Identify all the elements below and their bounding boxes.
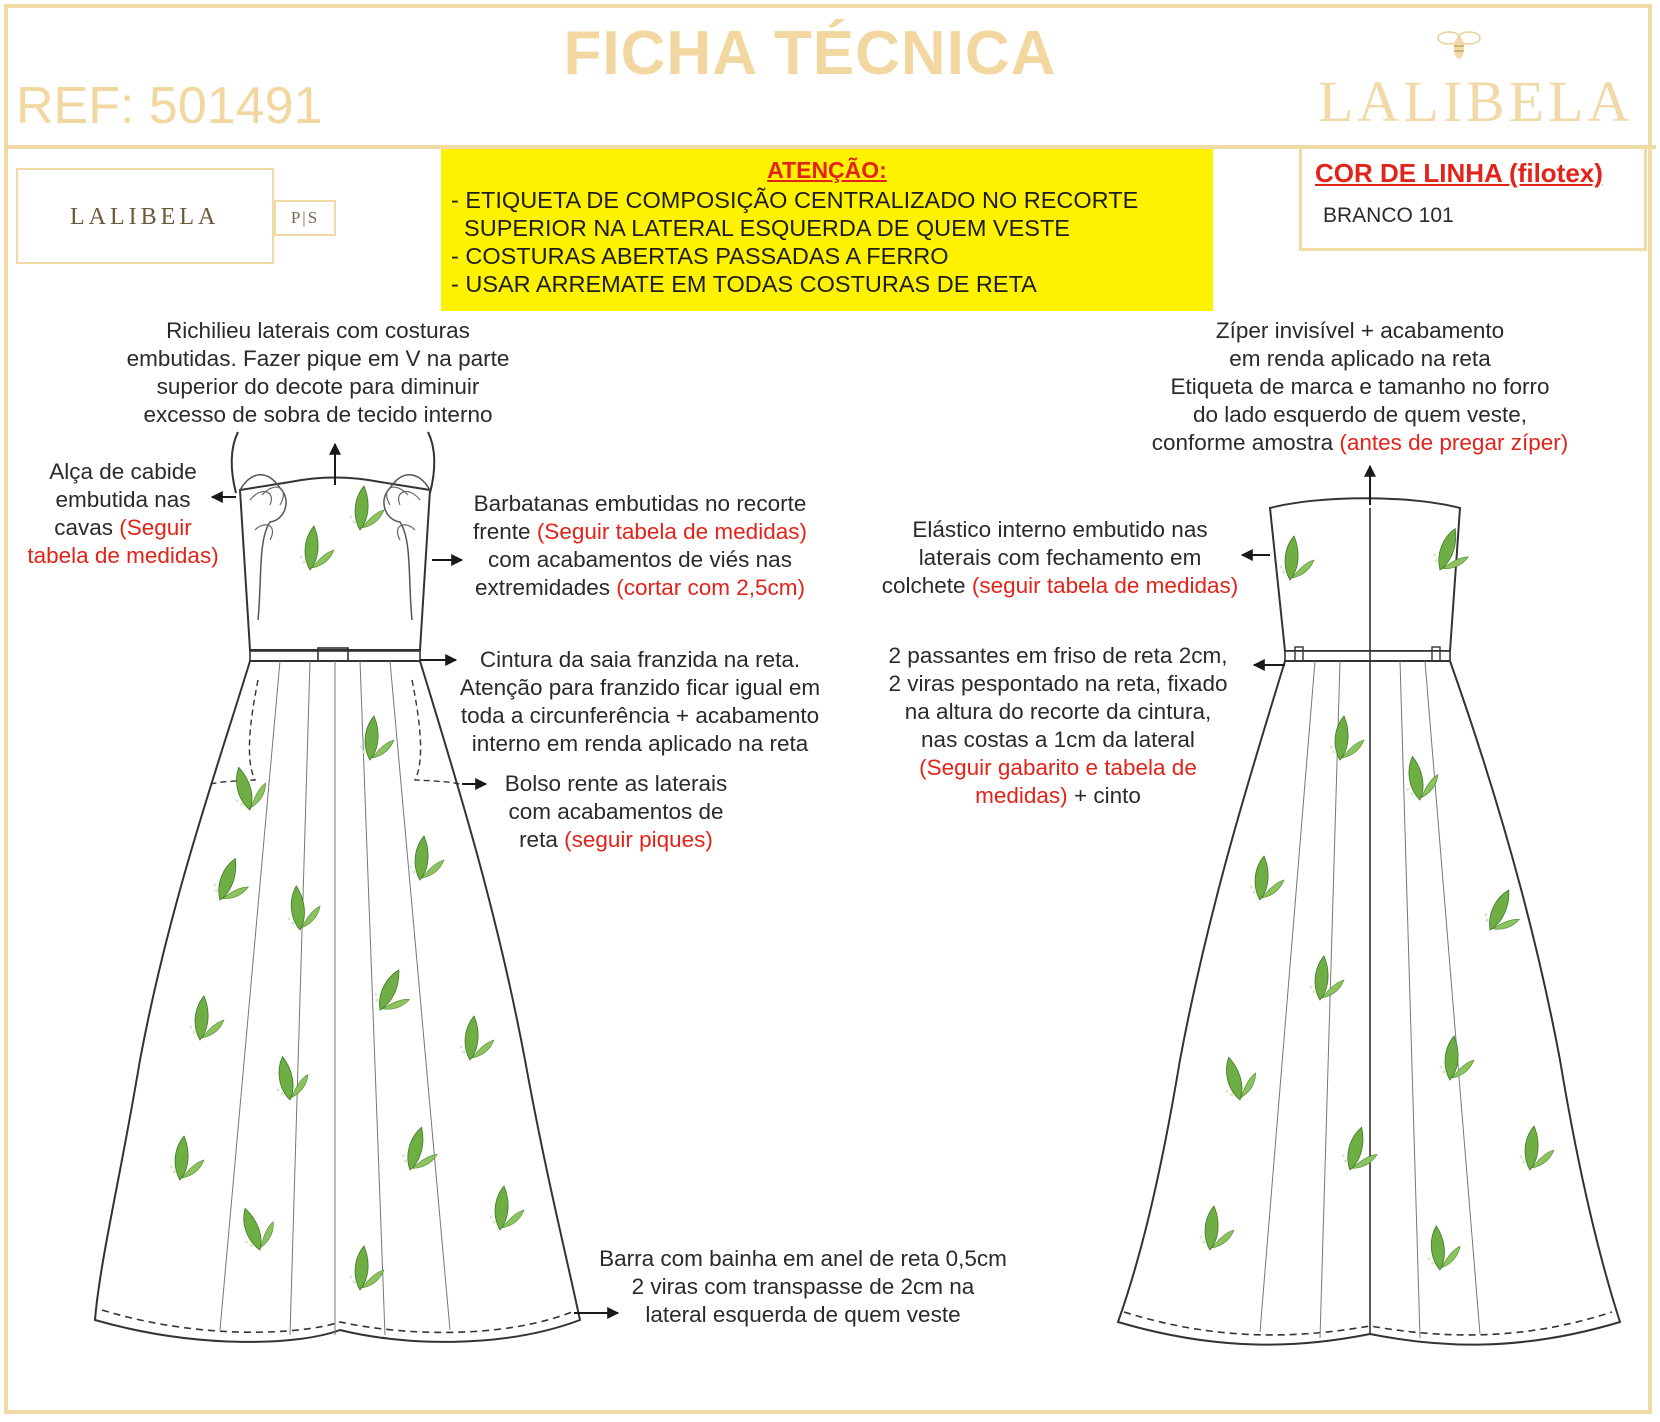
note-passantes [862,642,1254,810]
note-bolso [486,770,746,854]
note-barbatanas-red-2: (cortar com 2,5cm) [616,575,806,600]
thread-color-title: COR DE LINHA (filotex) [1315,158,1603,188]
note-elastico-text: Elástico interno embutido nas laterais com fechamento em [912,517,1208,570]
note-ziper-last: conforme amostra [1151,430,1340,455]
note-ziper [1120,317,1600,457]
note-passantes-red-2: medidas) [975,783,1068,808]
note-alca-red: (Seguir [119,515,192,540]
page-title: FICHA TÉCNICA [563,19,1057,88]
note-elastico-last: colchete [881,573,972,598]
note-barbatanas [450,490,830,602]
note-barra: Barra com bainha em anel de reta 0,5cm 2 viras com transpasse de 2cm na lateral esquerda de quem veste [599,1246,1007,1327]
note-ziper-text: Zíper invisível + acabamento em renda aplicado na reta Etiqueta de marca e tamanho no forro do lado esquerdo de quem veste, [1170,318,1550,427]
note-cintura: Cintura da saia franzida na reta. Atenção para franzido ficar igual em toda a circunferência + acabamento interno em renda aplicado na reta [459,647,821,756]
note-passantes-red: (Seguir gabarito e tabela de [919,755,1197,780]
reference-number: REF: 501491 [16,77,323,135]
note-bolso-red: (seguir piques) [564,827,713,852]
attention-line: - USAR ARREMATE EM TODAS COSTURAS DE RETA [451,271,1037,297]
attention-line: SUPERIOR NA LATERAL ESQUERDA DE QUEM VESTE [451,215,1070,241]
note-alca-text: Alça de cabide embutida nas cavas [49,459,197,540]
brand-logo-text: LALIBELA [1318,69,1634,134]
note-barbatanas-line1: Barbatanas embutidas no recorte [473,491,807,516]
note-barbatanas-red: (Seguir tabela de medidas) [536,519,807,544]
note-barbatanas-line4: extremidades [474,575,617,600]
note-bolso-text: Bolso rente as laterais com acabamentos de [504,771,728,824]
note-elastico-red: (seguir tabela de medidas) [971,573,1239,598]
note-ziper-red: (antes de pregar zíper) [1339,430,1569,455]
note-bolso-line3: reta [519,827,565,852]
back-dress-drawing [1118,498,1620,1344]
label-tag: P|S [274,200,336,236]
note-elastico [860,516,1260,600]
note-alca [14,458,232,570]
note-barbatanas-line3: com acabamentos de viés nas [488,547,792,572]
thread-color-value: BRANCO 101 [1323,204,1454,227]
label-brand: LALIBELA [70,204,220,230]
note-alca-red-2: tabela de medidas) [27,543,219,568]
attention-line: - ETIQUETA DE COMPOSIÇÃO CENTRALIZADO NO RECORTE [451,187,1139,213]
note-richilieu: Richilieu laterais com costuras embutidas. Fazer pique em V na parte superior do decote para diminuir excesso de sobra de tecido interno [126,318,510,427]
note-passantes-cinto: + cinto [1067,783,1141,808]
note-barbatanas-line2: frente [473,519,537,544]
attention-title: ATENÇÃO: [767,157,887,183]
attention-line: - COSTURAS ABERTAS PASSADAS A FERRO [451,243,949,269]
note-passantes-text: 2 passantes em friso de reta 2cm, 2 viras pespontado na reta, fixado na altura do recorte da cintura, nas costas a 1cm da lateral [888,643,1228,752]
